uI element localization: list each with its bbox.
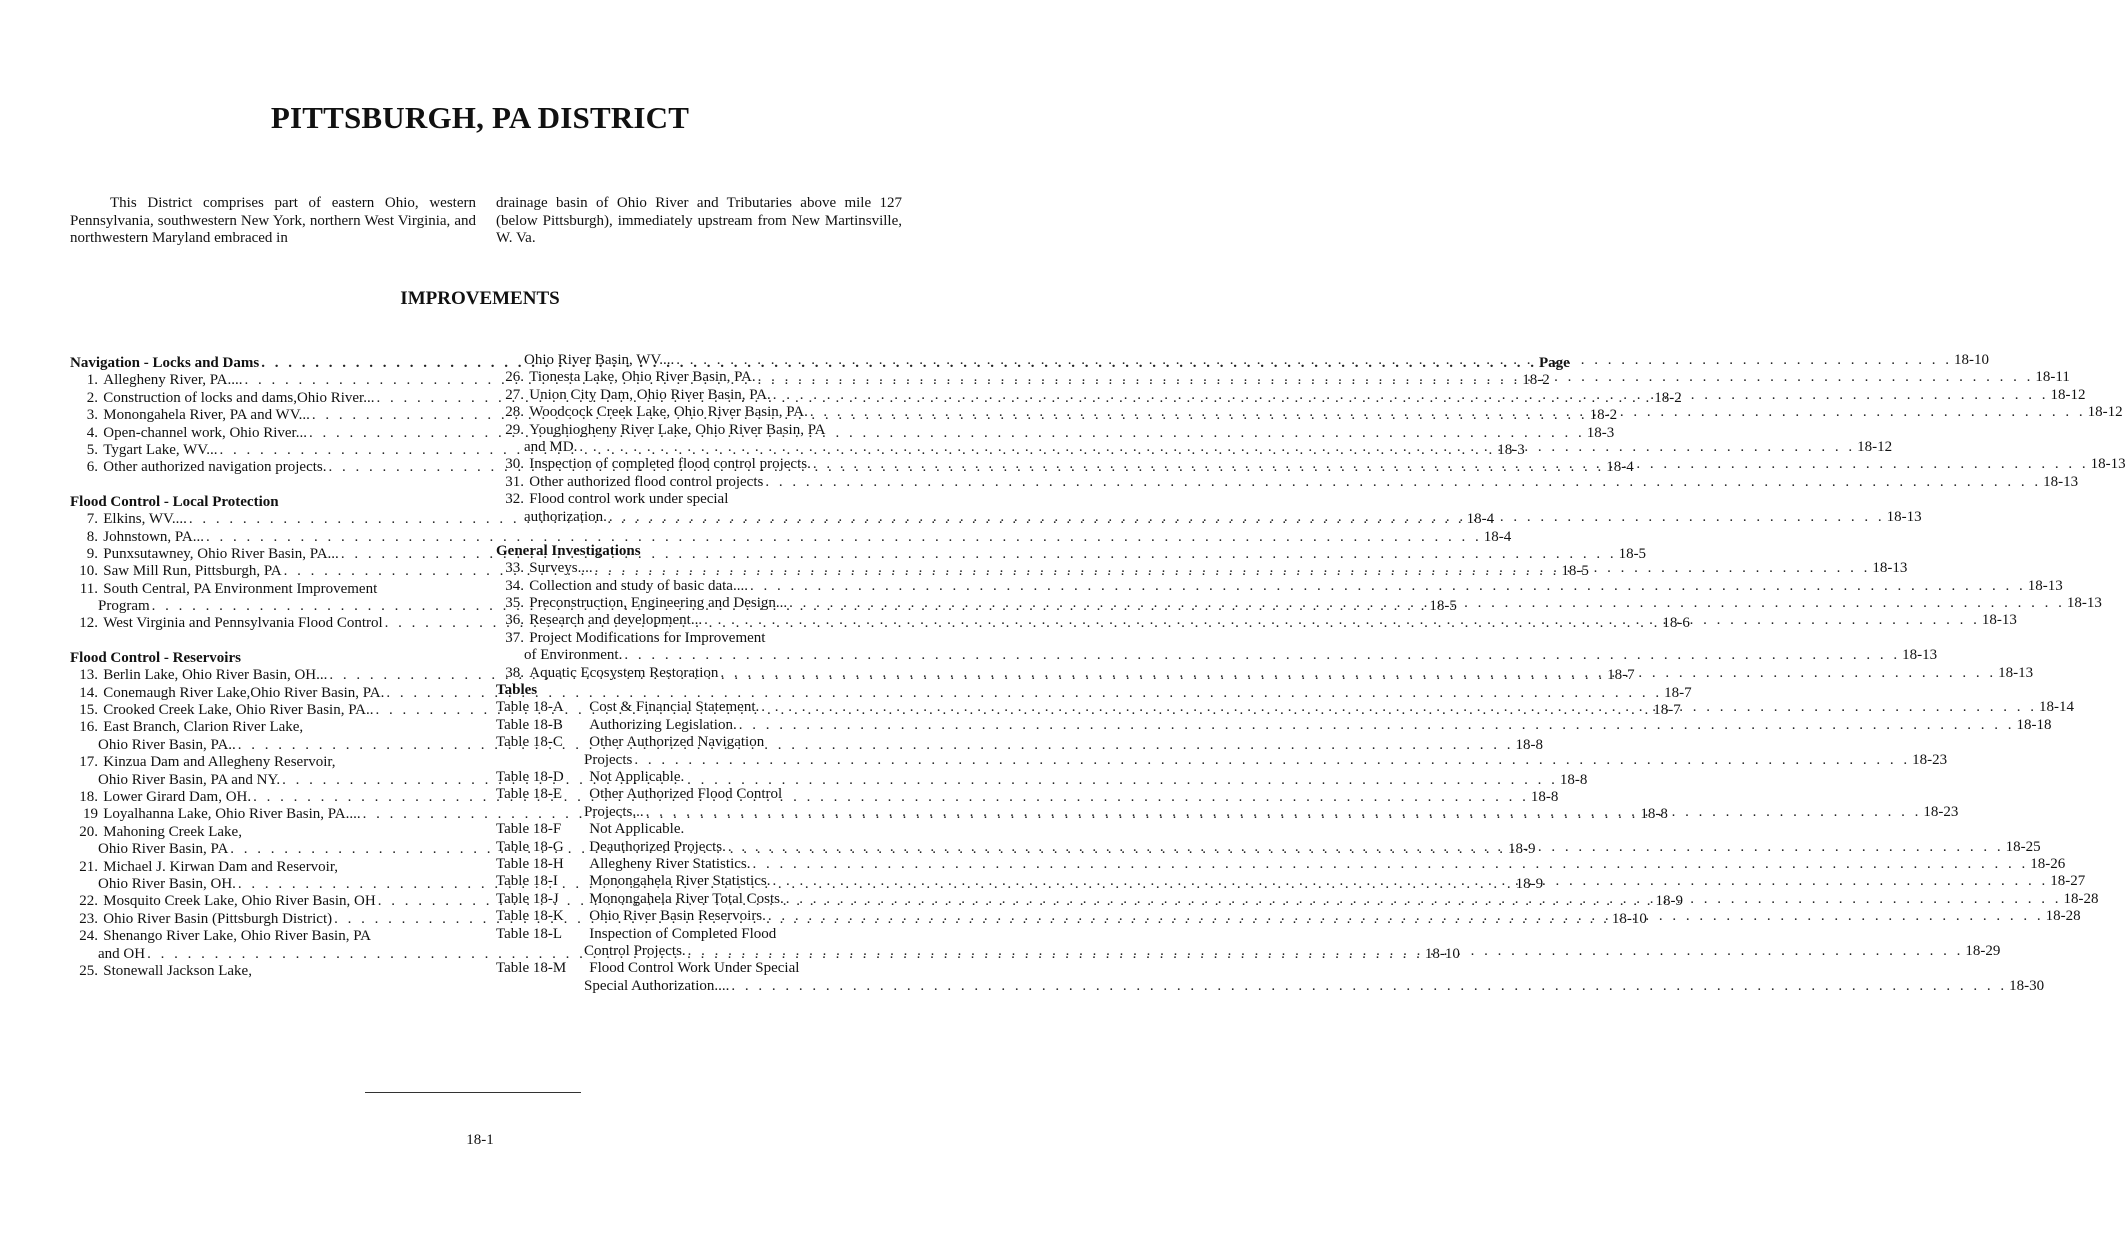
toc-entry-text: Ohio River Basin Reservoirs. bbox=[589, 908, 766, 925]
dot-leader bbox=[280, 772, 1560, 789]
dot-leader bbox=[729, 978, 2009, 995]
toc-entry-text: Woodcock Creek Lake, Ohio River Basin, PA. bbox=[529, 404, 808, 421]
toc-entry-number: 26. bbox=[505, 369, 524, 386]
table-entry bbox=[496, 960, 902, 977]
toc-entry-number: 9. bbox=[86, 545, 98, 562]
toc-entry-number: 34. bbox=[505, 577, 524, 594]
dot-leader bbox=[771, 387, 2051, 404]
toc-entry-number: 22. bbox=[79, 893, 98, 910]
toc-entry-text: authorization. bbox=[524, 508, 607, 525]
toc-entry-page: 18-9 bbox=[1655, 893, 1683, 910]
toc-entry bbox=[70, 928, 476, 945]
toc-entry-number: 28. bbox=[505, 404, 524, 421]
table-entry bbox=[496, 769, 902, 786]
toc-entry-text: Other authorized flood control projects bbox=[529, 473, 764, 490]
toc-entry-text: Tygart Lake, WV... bbox=[103, 441, 218, 458]
dot-leader bbox=[759, 699, 2039, 716]
toc-entry-number: 21. bbox=[79, 858, 98, 875]
section-heading-text: General Investigations bbox=[496, 542, 641, 559]
toc-entry-page: 18-4 bbox=[1466, 511, 1495, 528]
spacer bbox=[70, 633, 476, 650]
toc-entry-number: Table 18-F bbox=[496, 821, 562, 838]
toc-entry-text: Crooked Creek Lake, Ohio River Basin, PA.. bbox=[103, 702, 374, 719]
toc-entry-text: Tionesta Lake, Ohio River Basin, PA. bbox=[529, 369, 756, 386]
toc-entry-number: 33. bbox=[505, 560, 524, 577]
toc-entry-page: 18-11 bbox=[2035, 369, 2070, 386]
toc-entry-text: of Environment. bbox=[524, 647, 623, 664]
toc-entry-text: Ohio River Basin (Pittsburgh District) bbox=[103, 910, 333, 927]
toc-entry-number: Table 18-J bbox=[496, 890, 559, 907]
dot-leader bbox=[770, 873, 2050, 890]
toc-entry bbox=[496, 473, 2079, 491]
table-entry-continuation bbox=[496, 751, 1948, 769]
dot-leader bbox=[784, 891, 2064, 908]
toc-entry-text: Program bbox=[98, 598, 150, 615]
toc-entry-text: Cost & Financial Statement. bbox=[589, 699, 760, 716]
toc-entry-number: 32. bbox=[505, 491, 524, 508]
toc-entry-number: 19 bbox=[83, 806, 98, 823]
toc-entry-number: 1. bbox=[86, 372, 98, 389]
toc-entry-text: East Branch, Clarion River Lake, bbox=[103, 719, 304, 736]
toc-entry-text: Punxsutawney, Ohio River Basin, PA... bbox=[103, 545, 339, 562]
toc-entry-page: 18-13 bbox=[2027, 577, 2063, 594]
toc-entry-number: 31. bbox=[505, 473, 524, 490]
toc-entry-page: 18-7 bbox=[1607, 667, 1635, 684]
toc-entry-text: Ohio River Basin, WV.... bbox=[524, 352, 675, 368]
dot-leader bbox=[726, 839, 2006, 856]
table-entry bbox=[496, 786, 902, 803]
dot-leader bbox=[756, 369, 2036, 386]
toc-entry-text: Allegheny River Statistics. bbox=[589, 855, 751, 872]
toc-entry-page: 18-13 bbox=[2043, 473, 2079, 490]
toc-entry-page: 18-27 bbox=[2050, 873, 2086, 890]
dot-leader bbox=[748, 578, 2028, 595]
toc-entry-text: Control Projects. bbox=[584, 942, 686, 959]
toc-entry-page: 18-5 bbox=[1561, 563, 1589, 580]
toc-entry-number: 37. bbox=[505, 629, 524, 646]
toc-entry-text: Aquatic Ecosystem Restoration bbox=[529, 664, 719, 681]
table-entry bbox=[496, 716, 2052, 734]
toc-entry-text: Michael J. Kirwan Dam and Reservoir, bbox=[103, 858, 338, 875]
page-number: 18-1 bbox=[466, 1132, 494, 1148]
toc-entry-text: and MD. bbox=[524, 438, 578, 455]
toc-entry-text: Elkins, WV.... bbox=[103, 511, 187, 528]
toc-entry-number: 10. bbox=[79, 563, 98, 580]
toc-entry-page: 18-29 bbox=[1965, 942, 2001, 959]
toc-entry-number: Table 18-G bbox=[496, 838, 564, 855]
toc-entry-number: 12. bbox=[79, 615, 98, 632]
toc-entry-number: 17. bbox=[79, 754, 98, 771]
toc-entry-text: South Central, PA Environment Improvement bbox=[103, 580, 378, 597]
toc-entry bbox=[496, 630, 902, 647]
toc-entry-number: Table 18-L bbox=[496, 925, 563, 942]
toc-entry-page: 18-6 bbox=[1662, 615, 1690, 632]
toc-entry-page: 18-13 bbox=[2090, 456, 2126, 473]
table-entry bbox=[496, 926, 902, 943]
toc-entry-number: 35. bbox=[505, 595, 524, 612]
toc-entry-page: 18-2 bbox=[1654, 389, 1682, 406]
dot-leader bbox=[787, 595, 2067, 612]
toc-entry-number: 2. bbox=[86, 389, 98, 406]
page-column-label: Page bbox=[1538, 355, 1570, 371]
dot-leader bbox=[766, 908, 2046, 925]
toc-entry bbox=[70, 824, 476, 841]
toc-entry-page: 18-2 bbox=[1589, 407, 1618, 424]
toc-entry-text: Shenango River Lake, Ohio River Basin, PA bbox=[103, 928, 372, 945]
toc-entry-page: 18-10 bbox=[1611, 910, 1647, 927]
toc-entry-text: Not Applicable. bbox=[589, 821, 685, 838]
toc-entry-number: Table 18-H bbox=[496, 855, 564, 872]
toc-entry bbox=[70, 528, 1512, 546]
table-entry-continuation bbox=[496, 977, 2045, 995]
toc-entry-page: 18-5 bbox=[1429, 598, 1457, 615]
dot-leader bbox=[674, 352, 1954, 369]
toc-entry-text: Authorizing Legislation. bbox=[589, 716, 737, 733]
toc-entry-page: 18-13 bbox=[1872, 560, 1908, 577]
toc-entry-number: 4. bbox=[86, 424, 98, 441]
toc-entry-number: Table 18-D bbox=[496, 768, 564, 785]
dot-leader bbox=[737, 717, 2017, 734]
toc-entry-text: Monongahela River Statistics. bbox=[589, 873, 771, 890]
toc-entry bbox=[496, 577, 2063, 595]
toc-entry-page: 18-5 bbox=[1618, 545, 1647, 562]
toc-entry-text: Construction of locks and dams,Ohio River... bbox=[103, 389, 375, 406]
toc-entry-page: 18-7 bbox=[1664, 684, 1692, 701]
toc-entry-page: 18-23 bbox=[1912, 751, 1948, 768]
dot-leader bbox=[622, 647, 1902, 664]
toc-entry-number: 7. bbox=[86, 511, 98, 528]
toc-entry-page: 18-12 bbox=[2087, 404, 2123, 421]
toc-entry-text: Youghiogheny River Lake, Ohio River Basin, PA bbox=[529, 421, 826, 438]
toc-entry bbox=[70, 719, 476, 736]
section-heading-text: Navigation - Locks and Dams bbox=[70, 355, 260, 371]
toc-entry-number: 15. bbox=[79, 702, 98, 719]
toc-entry bbox=[70, 754, 476, 771]
dot-leader bbox=[750, 856, 2030, 873]
toc-entry-text: Ohio River Basin, PA.. bbox=[98, 736, 236, 753]
toc-entry-text: Preconstruction, Engineering and Design... bbox=[529, 595, 788, 612]
toc-entry-number: 3. bbox=[86, 407, 98, 424]
toc-entry-number: Table 18-A bbox=[496, 699, 564, 716]
toc-entry-page: 18-26 bbox=[2030, 855, 2066, 872]
toc-entry-text: Flood Control Work Under Special bbox=[589, 960, 800, 977]
toc-entry-number: 38. bbox=[505, 664, 524, 681]
toc-entry-page: 18-12 bbox=[1857, 438, 1893, 455]
toc-entry-text: Allegheny River, PA.... bbox=[103, 372, 243, 389]
dot-leader bbox=[811, 456, 2091, 473]
toc-entry-number: Table 18-B bbox=[496, 716, 563, 733]
toc-entry-page: 18-4 bbox=[1606, 459, 1634, 476]
toc-entry-text: Monongahela River Total Costs. bbox=[589, 890, 784, 907]
toc-entry-page: 18-30 bbox=[2009, 977, 2045, 994]
spacer bbox=[70, 477, 476, 494]
dot-leader bbox=[718, 665, 1998, 682]
toc-entry bbox=[70, 963, 476, 980]
toc-entry-page: 18-8 bbox=[1515, 736, 1544, 753]
toc-entry-page: 18-9 bbox=[1515, 875, 1544, 892]
toc-entry-text: Open-channel work, Ohio River... bbox=[103, 424, 307, 441]
toc-entry-number: 27. bbox=[505, 386, 524, 403]
toc-entry-text: Conemaugh River Lake,Ohio River Basin, PA. bbox=[103, 684, 385, 701]
toc-entry-text: West Virginia and Pennsylvania Flood Control bbox=[103, 615, 383, 632]
toc-entry-number: 13. bbox=[79, 667, 98, 684]
toc-entry-page: 18-13 bbox=[1998, 664, 2034, 681]
toc-entry-page: 18-12 bbox=[2050, 386, 2086, 403]
toc-entry-text: Other Authorized Flood Control bbox=[589, 786, 783, 803]
dot-leader bbox=[702, 612, 1982, 629]
toc-entry-text: and OH bbox=[98, 945, 146, 962]
toc-entry-text: Flood control work under special bbox=[529, 491, 729, 508]
toc-entry bbox=[70, 581, 476, 598]
toc-entry-number: 8. bbox=[86, 528, 98, 545]
toc-entry-number: 18. bbox=[79, 788, 98, 805]
toc-entry-number: 16. bbox=[79, 719, 98, 736]
toc-entry-text: Union City Dam, Ohio River Basin, PA. bbox=[529, 386, 771, 403]
toc-entry-text: Inspection of completed flood control projects. bbox=[529, 456, 811, 473]
toc-entry-text: Other Authorized Navigation bbox=[589, 734, 765, 751]
toc-entry-text: Surveys.... bbox=[529, 560, 593, 577]
toc-entry-number: 25. bbox=[79, 962, 98, 979]
toc-entry-text: Special Authorization.... bbox=[584, 977, 730, 994]
toc-entry-page: 18-8 bbox=[1530, 788, 1559, 805]
toc-entry-page: 18-13 bbox=[2066, 595, 2102, 612]
toc-entry-page: 18-8 bbox=[1559, 771, 1588, 788]
toc-entry-page: 18-7 bbox=[1653, 702, 1681, 719]
toc-entry-number: 6. bbox=[86, 459, 98, 476]
toc-entry-text: Mahoning Creek Lake, bbox=[103, 823, 242, 840]
toc-entry-text: Ohio River Basin, PA and NY. bbox=[98, 771, 281, 788]
table-entry bbox=[496, 734, 902, 751]
toc-entry-page: 18-13 bbox=[1981, 612, 2017, 629]
toc-entry-page: 18-4 bbox=[1483, 528, 1512, 545]
table-entry bbox=[496, 855, 2066, 873]
toc-entry-text: Research and development... bbox=[529, 612, 703, 629]
toc-entry-number: 30. bbox=[505, 456, 524, 473]
toc-entry-page: 18-3 bbox=[1497, 441, 1525, 458]
dot-leader bbox=[593, 560, 1873, 577]
toc-entry-text: Saw Mill Run, Pittsburgh, PA bbox=[103, 563, 282, 580]
footer-divider bbox=[365, 1092, 581, 1093]
dot-leader bbox=[577, 439, 1857, 456]
toc-entry-page: 18-28 bbox=[2063, 890, 2099, 907]
toc-entry bbox=[70, 859, 476, 876]
toc-entry-text: Collection and study of basic data.... bbox=[529, 577, 748, 594]
toc-entry-number: 5. bbox=[86, 441, 98, 458]
spacer bbox=[496, 526, 902, 543]
section-heading-text: Flood Control - Local Protection bbox=[70, 493, 279, 510]
toc-entry-text: Deauthorized Projects. bbox=[589, 838, 726, 855]
dot-leader bbox=[644, 804, 1924, 821]
toc-entry-page: 18-8 bbox=[1640, 806, 1668, 823]
toc-entry-text: Kinzua Dam and Allegheny Reservoir, bbox=[103, 754, 336, 771]
toc-entry-number: 11. bbox=[79, 580, 98, 597]
toc-entry-page: 18-18 bbox=[2016, 716, 2052, 733]
toc-entry-text: Inspection of Completed Flood bbox=[589, 925, 777, 942]
improvements-heading: IMPROVEMENTS bbox=[400, 288, 560, 309]
toc-entry-text: Mosquito Creek Lake, Ohio River Basin, OH bbox=[103, 893, 376, 910]
toc-entry-text: Other authorized navigation projects. bbox=[103, 459, 327, 476]
toc-entry-number: Table 18-M bbox=[496, 960, 567, 977]
toc-entry-page: 18-28 bbox=[2045, 908, 2081, 925]
toc-entry-page: 18-14 bbox=[2038, 699, 2074, 716]
toc-entry-text: Johnstown, PA... bbox=[103, 528, 204, 545]
reservoirs-heading bbox=[70, 650, 476, 667]
toc-entry-number: 36. bbox=[505, 612, 524, 629]
section-heading-text: Flood Control - Reservoirs bbox=[70, 649, 241, 666]
dot-leader bbox=[632, 752, 1912, 769]
toc-entry-page: 18-2 bbox=[1522, 372, 1550, 389]
dot-leader bbox=[808, 404, 2088, 421]
toc-entry-text: Projects... bbox=[584, 803, 644, 820]
toc-entry-text: Not Applicable. bbox=[589, 768, 685, 785]
toc-entry-page: 18-25 bbox=[2005, 838, 2041, 855]
local-protection-heading bbox=[70, 494, 476, 511]
toc-entry-number: Table 18-E bbox=[496, 786, 563, 803]
toc-entry-text: Ohio River Basin, PA bbox=[98, 841, 229, 858]
table-entry bbox=[496, 821, 902, 838]
page-title: PITTSBURGH, PA DISTRICT bbox=[270, 100, 690, 135]
toc-entry-text: Monongahela River, PA and WV... bbox=[103, 407, 310, 424]
general-investigations-heading bbox=[496, 543, 902, 560]
toc-entry-text: Lower Girard Dam, OH. bbox=[103, 788, 252, 805]
toc-entry-page: 18-10 bbox=[1424, 945, 1460, 962]
toc-entry-text: Projects bbox=[584, 751, 633, 768]
toc-entry-text: Ohio River Basin, OH. bbox=[98, 875, 236, 892]
toc-entry bbox=[496, 491, 902, 508]
toc-entry-number: Table 18-C bbox=[496, 734, 563, 751]
dot-leader bbox=[686, 943, 1966, 960]
toc-entry-number: 24. bbox=[79, 928, 98, 945]
toc-entry bbox=[496, 422, 902, 439]
toc-entry-page: 18-13 bbox=[1886, 508, 1922, 525]
toc-entry-page: 18-13 bbox=[1902, 647, 1938, 664]
toc-entry-page: 18-23 bbox=[1923, 803, 1959, 820]
toc-entry-number: Table 18-I bbox=[496, 873, 558, 890]
toc-entry-number: 23. bbox=[79, 910, 98, 927]
dot-leader bbox=[763, 474, 2043, 491]
toc-entry-number: 29. bbox=[505, 421, 524, 438]
toc-entry-text: Berlin Lake, Ohio River Basin, OH... bbox=[103, 667, 328, 684]
toc-entry-page: 18-9 bbox=[1508, 841, 1536, 858]
toc-entry-continuation bbox=[496, 647, 1938, 664]
toc-entry-text: Loyalhanna Lake, Ohio River Basin, PA.... bbox=[103, 806, 361, 823]
toc-entry-page: 18-10 bbox=[1954, 352, 1990, 368]
toc-entry-page: 18-3 bbox=[1586, 424, 1615, 441]
intro-right-paragraph: drainage basin of Ohio River and Tributaries above mile 127 (below Pittsburgh), immediately upstream from New Martinsville, W. Va. bbox=[496, 195, 902, 246]
toc-entry-text: Stonewall Jackson Lake, bbox=[103, 962, 252, 979]
section-heading-text: Tables bbox=[496, 682, 538, 699]
dot-leader bbox=[607, 509, 1887, 526]
tables-heading bbox=[496, 682, 902, 699]
toc-entry-number: 20. bbox=[79, 823, 98, 840]
toc-entry-text: Project Modifications for Improvement bbox=[529, 629, 766, 646]
toc-entry-number: 14. bbox=[79, 684, 98, 701]
toc-entry-number: Table 18-K bbox=[496, 908, 564, 925]
intro-left-paragraph: This District comprises part of eastern Ohio, western Pennsylvania, southwestern New York, northern West Virginia, and northwestern Maryland embraced in bbox=[70, 195, 476, 246]
